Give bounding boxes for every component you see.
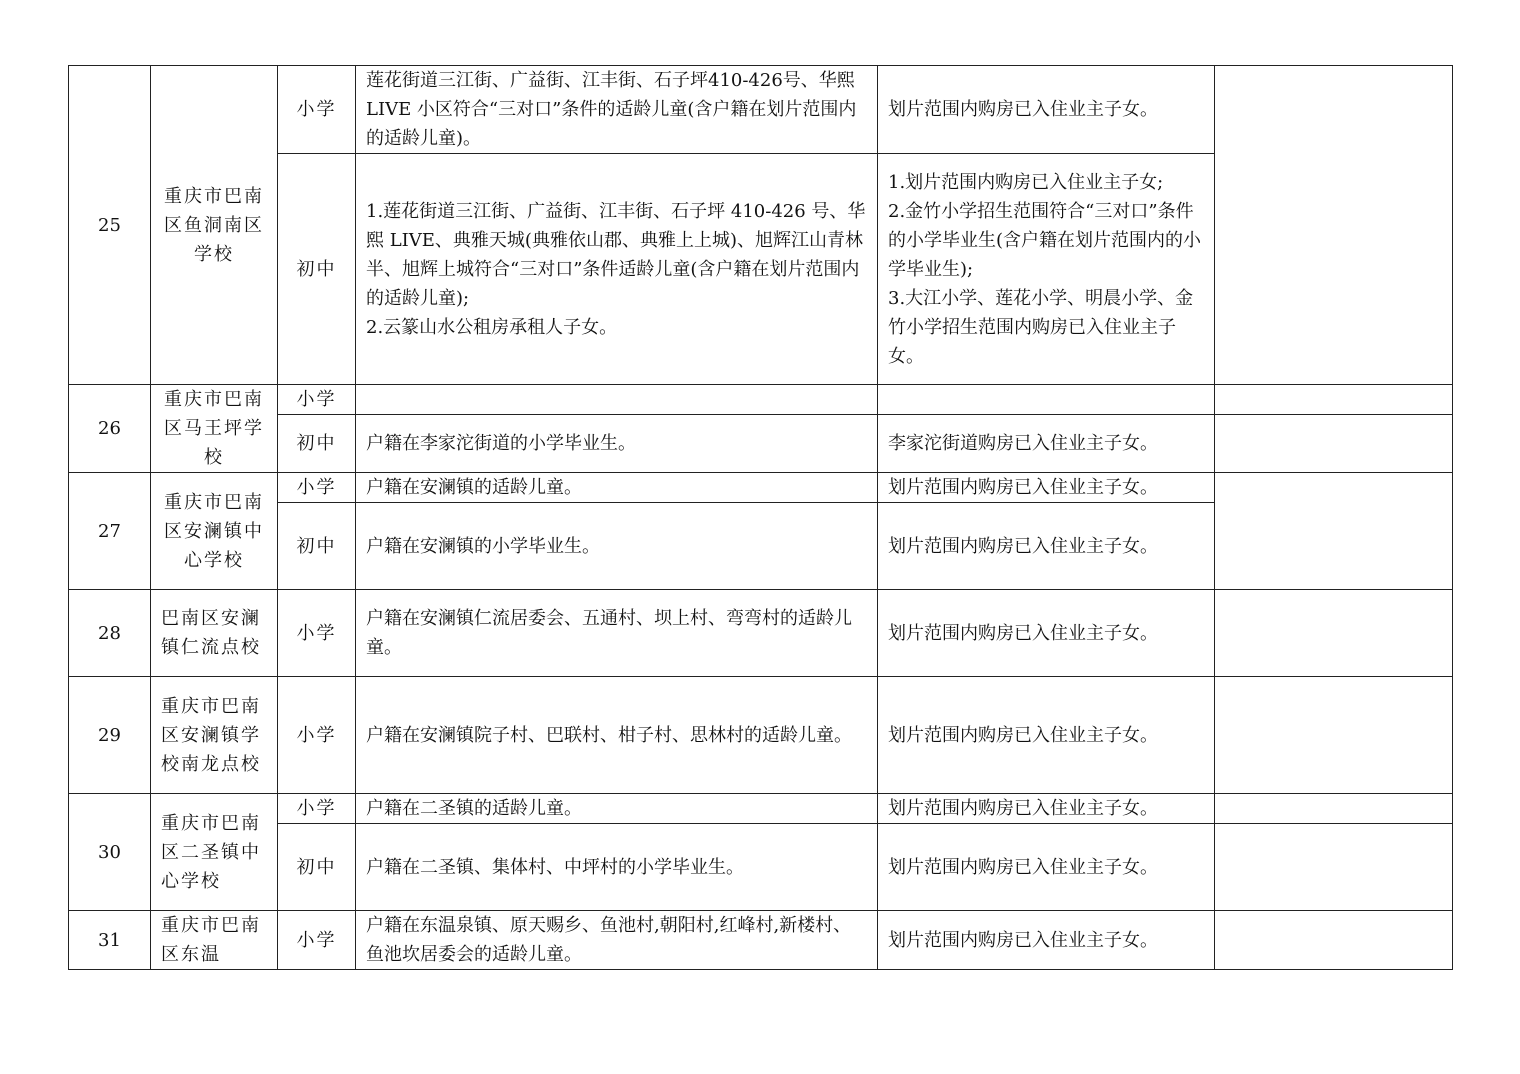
range-paragraph: 2.云篆山水公租房承租人子女。 bbox=[366, 316, 618, 338]
school-level: 初中 bbox=[278, 415, 356, 473]
remarks-cell bbox=[1215, 911, 1453, 970]
housing-criteria: 划片范围内购房已入住业主子女。 bbox=[878, 66, 1215, 154]
table-row bbox=[69, 385, 1453, 415]
housing-criteria: 划片范围内购房已入住业主子女。 bbox=[878, 794, 1215, 824]
school-name: 重庆市巴南区东温 bbox=[151, 911, 278, 970]
enrollment-range: 户籍在安澜镇的小学毕业生。 bbox=[356, 503, 878, 590]
table-row bbox=[69, 677, 1453, 794]
school-name: 巴南区安澜镇仁流点校 bbox=[151, 590, 278, 677]
enrollment-range bbox=[356, 154, 878, 385]
row-number: 31 bbox=[69, 911, 151, 970]
school-level: 初中 bbox=[278, 154, 356, 385]
school-name: 重庆市巴南区鱼洞南区学校 bbox=[151, 66, 278, 385]
remarks-cell bbox=[1215, 590, 1453, 677]
table-row bbox=[69, 66, 1453, 154]
enrollment-range: 户籍在二圣镇、集体村、中坪村的小学毕业生。 bbox=[356, 824, 878, 911]
remarks-cell bbox=[1215, 824, 1453, 911]
housing-criteria: 划片范围内购房已入住业主子女。 bbox=[878, 824, 1215, 911]
school-level: 小学 bbox=[278, 473, 356, 503]
enrollment-range: 户籍在安澜镇院子村、巴联村、柑子村、思林村的适龄儿童。 bbox=[356, 677, 878, 794]
row-number: 26 bbox=[69, 385, 151, 473]
range-paragraph: 1.莲花街道三江街、广益街、江丰街、石子坪 410-426 号、华熙 LIVE、典雅天城(典雅依山郡、典雅上上城)、旭辉江山青林半、旭辉上城符合“三对口”条件适龄儿童(含户籍在划片范围内的适龄儿童); bbox=[366, 200, 866, 309]
remarks-cell bbox=[1215, 415, 1453, 473]
remarks-cell bbox=[1215, 473, 1453, 590]
row-number: 27 bbox=[69, 473, 151, 590]
enrollment-range: 户籍在东温泉镇、原天赐乡、鱼池村,朝阳村,红峰村,新楼村、鱼池坎居委会的适龄儿童。 bbox=[356, 911, 878, 970]
row-number: 28 bbox=[69, 590, 151, 677]
remarks-cell bbox=[1215, 385, 1453, 415]
school-level: 小学 bbox=[278, 385, 356, 415]
enrollment-range: 户籍在安澜镇的适龄儿童。 bbox=[356, 473, 878, 503]
housing-criteria: 划片范围内购房已入住业主子女。 bbox=[878, 677, 1215, 794]
row-number: 25 bbox=[69, 66, 151, 385]
house-paragraph: 3.大江小学、莲花小学、明晨小学、金竹小学招生范围内购房已入住业主子女。 bbox=[888, 287, 1194, 367]
housing-criteria: 划片范围内购房已入住业主子女。 bbox=[878, 590, 1215, 677]
housing-criteria bbox=[878, 385, 1215, 415]
housing-criteria: 划片范围内购房已入住业主子女。 bbox=[878, 911, 1215, 970]
table-row bbox=[69, 794, 1453, 824]
housing-criteria bbox=[878, 154, 1215, 385]
school-level: 小学 bbox=[278, 677, 356, 794]
table-row bbox=[69, 473, 1453, 503]
remarks-cell bbox=[1215, 794, 1453, 824]
school-level: 初中 bbox=[278, 824, 356, 911]
enrollment-table bbox=[68, 65, 1453, 970]
house-paragraph: 1.划片范围内购房已入住业主子女; bbox=[888, 171, 1164, 193]
enrollment-range: 户籍在二圣镇的适龄儿童。 bbox=[356, 794, 878, 824]
school-level: 小学 bbox=[278, 911, 356, 970]
row-number: 30 bbox=[69, 794, 151, 911]
housing-criteria: 划片范围内购房已入住业主子女。 bbox=[878, 503, 1215, 590]
school-name: 重庆市巴南区安澜镇学校南龙点校 bbox=[151, 677, 278, 794]
remarks-cell bbox=[1215, 66, 1453, 385]
school-level: 初中 bbox=[278, 503, 356, 590]
enrollment-range bbox=[356, 385, 878, 415]
house-paragraph: 2.金竹小学招生范围符合“三对口”条件的小学毕业生(含户籍在划片范围内的小学毕业生); bbox=[888, 200, 1202, 280]
school-name: 重庆市巴南区安澜镇中心学校 bbox=[151, 473, 278, 590]
housing-criteria: 划片范围内购房已入住业主子女。 bbox=[878, 473, 1215, 503]
enrollment-range: 户籍在李家沱街道的小学毕业生。 bbox=[356, 415, 878, 473]
school-level: 小学 bbox=[278, 590, 356, 677]
housing-criteria: 李家沱街道购房已入住业主子女。 bbox=[878, 415, 1215, 473]
table-row bbox=[69, 590, 1453, 677]
school-level: 小学 bbox=[278, 794, 356, 824]
enrollment-range: 莲花街道三江街、广益街、江丰街、石子坪410-426号、华熙 LIVE 小区符合“三对口”条件的适龄儿童(含户籍在划片范围内的适龄儿童)。 bbox=[356, 66, 878, 154]
remarks-cell bbox=[1215, 677, 1453, 794]
school-level: 小学 bbox=[278, 66, 356, 154]
enrollment-range: 户籍在安澜镇仁流居委会、五通村、坝上村、弯弯村的适龄儿童。 bbox=[356, 590, 878, 677]
school-name: 重庆市巴南区二圣镇中心学校 bbox=[151, 794, 278, 911]
row-number: 29 bbox=[69, 677, 151, 794]
school-name: 重庆市巴南区马王坪学校 bbox=[151, 385, 278, 473]
table-row bbox=[69, 911, 1453, 970]
